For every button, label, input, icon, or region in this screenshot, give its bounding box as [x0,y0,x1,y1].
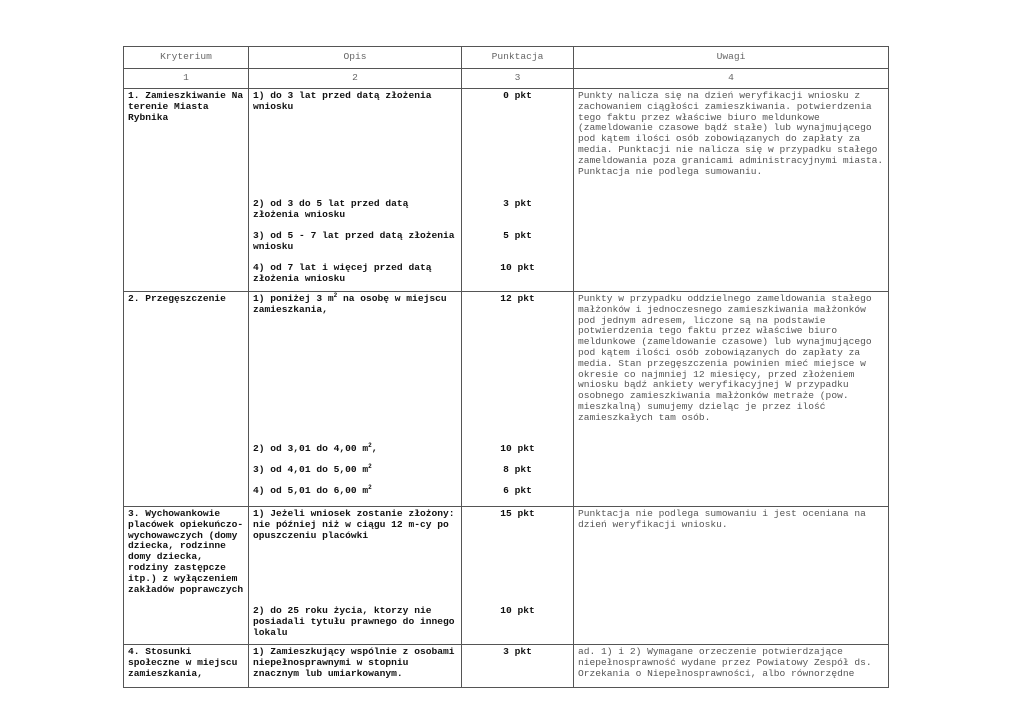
option-desc: 4) od 5,01 do 6,00 $m^2$ [253,483,372,496]
criterion-cell: 3. Wychowankowie placówek opiekuńczo-wychowawczych (domy dziecka, rodzinne domy dziecka, rodziny zastępcze itp.) z wyłączeniem zakładów poprawczych [124,507,249,645]
criterion-cell: 1. Zamieszkiwanie Na terenie Miasta Rybnika [124,89,249,292]
option-points: 8 pkt [503,464,532,475]
header-opis: Opis [249,47,462,69]
points-cell [462,645,574,688]
col-number-1: 1 [124,69,249,89]
description-cell [249,507,462,645]
table-row [124,507,889,645]
criterion-cell: 4. Stosunki społeczne w miejscu zamieszkania, [124,645,249,688]
option-points: 6 pkt [503,485,532,496]
description-cell [249,89,462,292]
option-desc: 1) poniżej 3 $m^2$ na osobę w miejscu zamieszkania, [253,291,447,315]
table-row [124,645,889,688]
header-kryterium: Kryterium [124,47,249,69]
column-number-row [124,69,889,89]
description-cell [249,292,462,507]
option-desc: 1) do 3 lat przed datą złożenia wniosku [253,90,432,112]
table-row [124,89,889,292]
option-points: 3 pkt [503,646,532,657]
col-number-2: 2 [249,69,462,89]
option-points: 10 pkt [500,443,535,454]
col-number-4: 4 [574,69,889,89]
table-row [124,292,889,507]
criteria-table [123,46,889,688]
col-number-3: 3 [462,69,574,89]
points-cell [462,292,574,507]
option-desc: 3) od 4,01 do 5,00 $m^2$ [253,462,372,475]
option-desc: 3) od 5 - 7 lat przed datą złożenia wniosku [253,230,455,252]
option-desc: 1) Zamieszkujący wspólnie z osobami niepełnosprawnymi w stopniu znacznym lub umiarkowanym. [253,646,455,679]
option-points: 3 pkt [503,198,532,209]
option-desc: 2) do 25 roku życia, ktorzy nie posiadali tytułu prawnego do innego lokalu [253,605,455,638]
option-desc: 2) od 3,01 do 4,00 $m^2$, [253,441,378,454]
header-uwagi: Uwagi [574,47,889,69]
option-points: 10 pkt [500,262,535,273]
note-cell: ad. 1) i 2) Wymagane orzeczenie potwierdzające niepełnosprawność wydane przez Powiatowy Zespół ds. Orzekania o Niepełnosprawności, albo równorzędne [574,645,889,688]
points-cell [462,507,574,645]
option-points: 10 pkt [500,605,535,616]
option-desc: 4) od 7 lat i więcej przed datą złożenia wniosku [253,262,432,284]
note-cell: Punkty w przypadku oddzielnego zameldowania stałego małżonków i jednoczesnego zamieszkiwania małżonków pod jednym adresem, liczone są na podstawie potwierdzenia tego faktu przez właściwe biuro meldunkowe (zameldowanie czasowe) lub wynajmującego pod kątem ilości osób zobowiązanych do zapłaty za media. Stan przegęszczenia powinien mieć miejsce w okresie co najmniej 12 miesięcy, przed złożeniem wniosku bądź ankiety weryfikacyjnej W przypadku osobnego zamieszkiwania małżonków metraże (pow. mieszkalną) sumujemy dzieląc je przez ilość zamieszkałych tam osób. [574,292,889,507]
description-cell [249,645,462,688]
option-points: 12 pkt [500,293,535,304]
note-cell: Punktacja nie podlega sumowaniu i jest oceniana na dzień weryfikacji wniosku. [574,507,889,645]
option-desc: 1) Jeżeli wniosek zostanie złożony: nie później niż w ciągu 12 m-cy po opuszczeniu placówki [253,508,455,541]
points-cell [462,89,574,292]
header-punktacja: Punktacja [462,47,574,69]
option-points: 0 pkt [503,90,532,101]
note-cell: Punkty nalicza się na dzień weryfikacji wniosku z zachowaniem ciągłości zamieszkiwania. potwierdzenia tego faktu przez właściwe biuro meldunkowe (zameldowanie czasowe bądź stałe) lub wynajmującego pod kątem ilości osób zobowiązanych do zapłaty za media. Punktacji nie nalicza się w przypadku stałego zameldowania poza granicami administracyjnymi miasta. Punktacja nie podlega sumowaniu. [574,89,889,292]
header-row [124,47,889,69]
option-points: 15 pkt [500,508,535,519]
option-points: 5 pkt [503,230,532,241]
option-desc: 2) od 3 do 5 lat przed datą złożenia wniosku [253,198,409,220]
criterion-cell: 2. Przegęszczenie [124,292,249,507]
